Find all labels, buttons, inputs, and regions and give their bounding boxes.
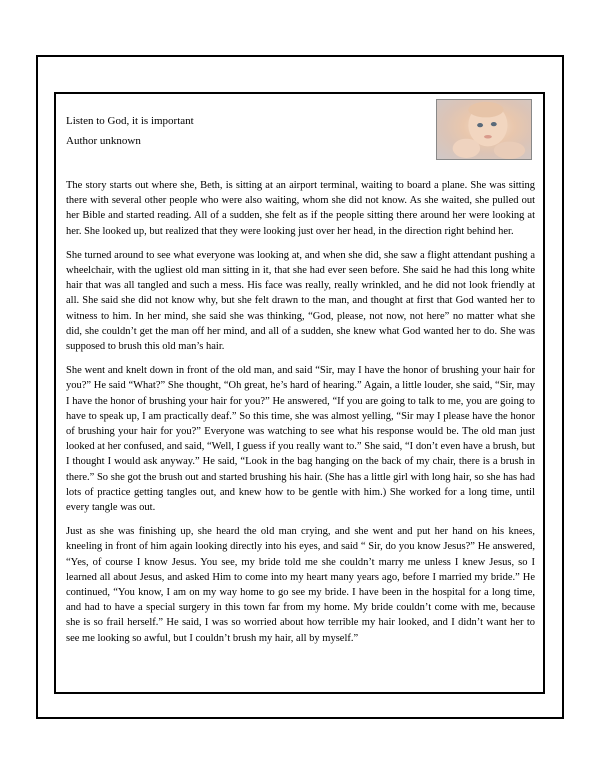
story-author: Author unknown [66,135,141,147]
story-paragraph: She turned around to see what everyone was looking at, and when she did, she saw a flight attendant pushing a wheelchair, with the ugliest old man sitting in it, that she had ever seen before. She said he had this long white hair that was all tangled and such a mess. His face was really, really wrinkled, and he did not look friendly at all. She said she did not know why, but she felt drawn to the man, and thought at first that God wanted her to witness to him. In her mind, she said she was thinking, “God, please, not now, not here” no matter what she did, she couldn’t get the man off her mind, and all of a sudden, she knew what God wanted her to do. She was supposed to brush this old man’s hair. [66,249,535,353]
story-body [66,178,535,655]
story-title: Listen to God, it is important [66,115,194,127]
story-paragraph: She went and knelt down in front of the old man, and said “Sir, may I have the honor of brushing your hair for you?” He said “What?” She thought, “Oh great, he’s hard of hearing.” Again, a little louder, she said, “Sir, may I have the honor of brushing your hair for you?” He answered, “If you are going to talk to me, you are going to have to speak up, I am practically deaf.” So this time, she was almost yelling, “Sir may I please have the honor of brushing your hair for you?” Everyone was watching to see what his response would be. The old man just looked at her confused, and said, “Well, I guess if you really want to.” She said, “I don’t even have a brush, but I thought I would ask anyway.” He said, “Look in the bag hanging on the back of my chair, there is a brush in there.” So she got the brush out and started brushing his hair. (She has a little girl with long hair, so she has had lots of practice getting tangles out, and knew how to be gentle with him.) She worked for a long time, until every tangle was out. [66,365,535,514]
baby-photo [436,99,532,160]
story-paragraph: Just as she was finishing up, she heard the old man crying, and she went and put her hand on his knees, kneeling in front of him again looking directly into his eyes, and said “ Sir, do you know Jesus?” He answered, “Yes, of course I know Jesus. You see, my bride told me she couldn’t marry me unless I knew Jesus, so I learned all about Jesus, and asked Him to come into my heart many years ago, before I married my bride.” He continued, “You know, I am on my way home to go see my bride. I have been in the hospital for a long time, and had to have a special surgery in this town far from my home. My bride couldn’t come with me, because she is so frail herself.” He said, I was so worried about how terrible my hair looked, and I didn’t want her to see me looking so awful, but I couldn’t brush my hair, all by myself.” [66,526,535,644]
baby-photo-icon [437,100,531,159]
story-paragraph: The story starts out where she, Beth, is sitting at an airport terminal, waiting to board a plane. She was sitting there with several other people who were also waiting, whom she did not know. As she waited, she pulled out her Bible and started reading. All of a sudden, she felt as if the people sitting there around her were looking at her. She looked up, but realized that they were looking just over her head, in the direction right behind her. [66,180,535,237]
